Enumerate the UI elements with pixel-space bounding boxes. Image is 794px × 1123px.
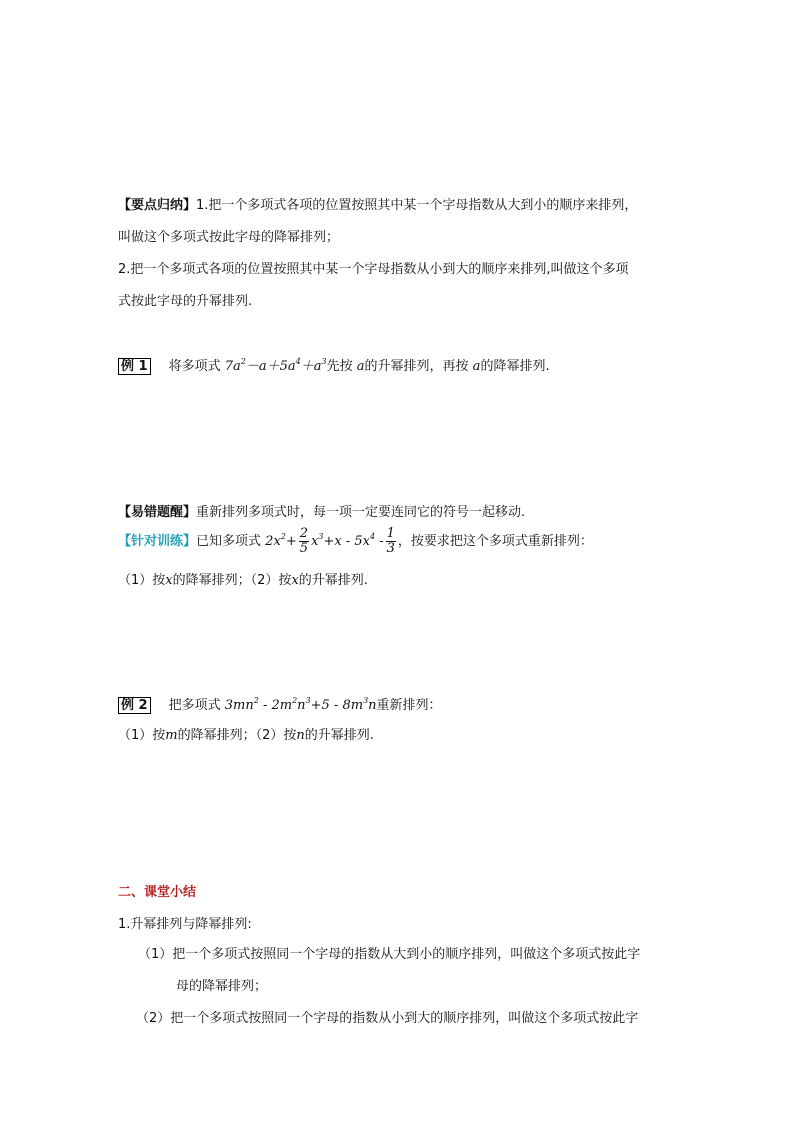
example-1-polynomial: $7a^2-a+5a^4+a^3$ <box>224 357 327 374</box>
reminder-label: 【易错题醒】 <box>118 505 197 520</box>
training: 【针对训练】已知多项式 $2x^2+$ $\frac{2}{5}$ $x^3+x - 5x^4$ - $\frac{1}{3}$ ，按要求把这个多项式重新排列： <box>118 526 593 556</box>
example-2-questions: （1）按m的降幂排列；（2）按n的升幂排列. <box>118 728 374 743</box>
key-points-text-1: 1.把一个多项式各项的位置按照其中某一个字母指数从大到小的顺序来排列， <box>196 198 638 213</box>
example-1-var-a: a <box>356 359 365 374</box>
key-points-label: 【要点归纳】 <box>118 198 197 213</box>
summary-item-1: 1.升幂排列与降幂排列: <box>118 917 252 932</box>
summary-heading: 二、课堂小结 <box>118 885 197 900</box>
example-1: 例 1 将多项式 $7a^2-a+5a^4+a^3$先按 a的升幂排列，再按 a的降幂排列. <box>118 358 550 376</box>
example-2: 例 2 把多项式 $3mn^2 - 2m^2n^3+5 - 8m^3n$重新排列： <box>118 697 442 715</box>
example-1-var-a-2: a <box>472 359 481 374</box>
example-2-polynomial: $3mn^2 - 2m^2n^3+5 - 8m^3n$ <box>224 696 377 713</box>
fraction-two-fifths: $\frac{2}{5}$ <box>299 526 309 556</box>
reminder-text: 重新排列多项式时，每一项一定要连同它的符号一起移动. <box>196 505 526 520</box>
summary-sub-1-line-1: （1）把一个多项式按照同一个字母的指数从大到小的顺序排列，叫做这个多项式按此字 <box>138 947 641 962</box>
key-points-line-3: 2.把一个多项式各项的位置按照其中某一个字母指数从小到大的顺序来排列,叫做这个多项 <box>118 262 629 277</box>
summary-sub-1-line-2: 母的降幂排列； <box>176 979 268 994</box>
training-label: 【针对训练】 <box>118 534 197 549</box>
training-polynomial: $2x^2+$ $\frac{2}{5}$ $x^3+x - 5x^4$ - $\frac{1}{3}$ <box>265 526 395 556</box>
example-2-label: 例 2 <box>118 697 151 714</box>
key-points-line-1 <box>118 197 637 215</box>
summary-sub-2-line-1: （2）把一个多项式按照同一个字母的指数从小到大的顺序排列，叫做这个多项式按此字 <box>136 1011 639 1026</box>
example-1-label: 例 1 <box>118 358 151 375</box>
key-points-line-2: 叫做这个多项式按此字母的降幂排列； <box>118 230 340 245</box>
reminder <box>118 504 525 522</box>
key-points-line-4: 式按此字母的升幂排列. <box>118 294 253 309</box>
training-questions: （1）按x的降幂排列；（2）按x的升幂排列. <box>118 573 368 588</box>
example-1-intro: 将多项式 <box>168 359 221 374</box>
fraction-one-third: $\frac{1}{3}$ <box>386 526 395 556</box>
